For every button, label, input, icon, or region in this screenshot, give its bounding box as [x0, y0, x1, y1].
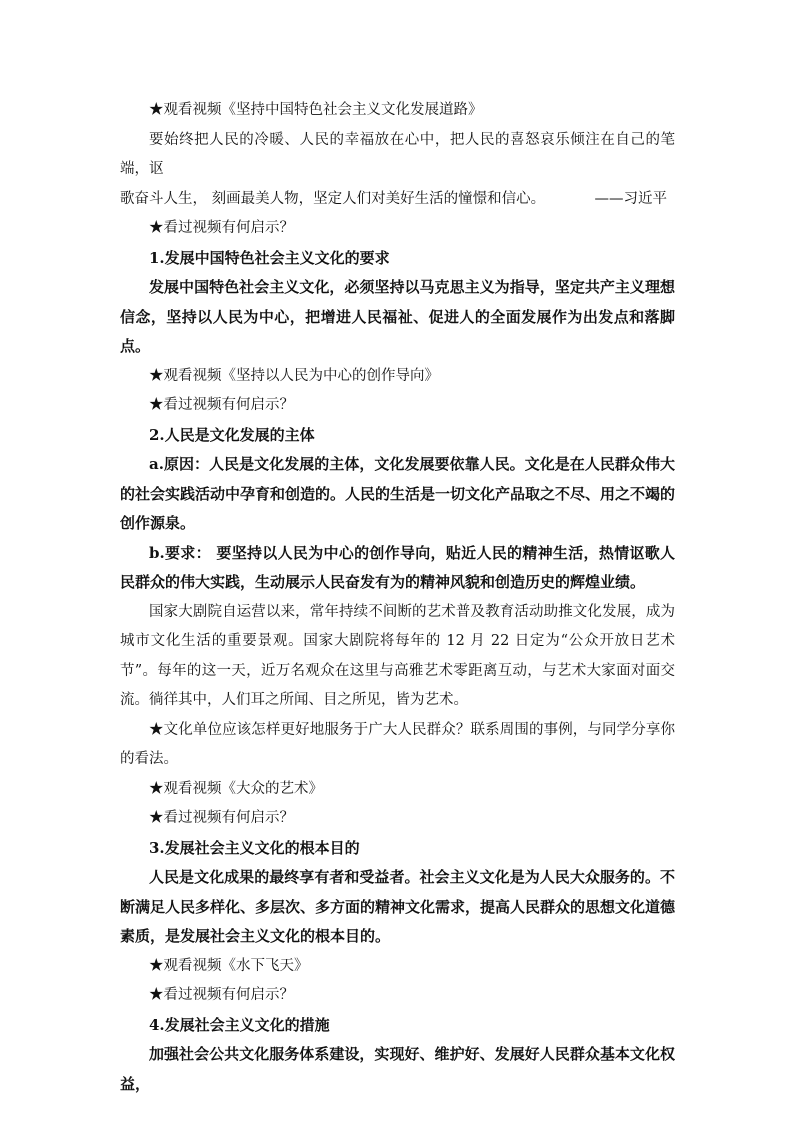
quote-paragraph [120, 126, 675, 215]
section-heading: 1.发展中国特色社会主义文化的要求 [149, 248, 390, 267]
section-heading: 3.发展社会主义文化的根本目的 [149, 838, 360, 857]
section-paragraph: b.要求： 要坚持以人民为中心的创作导向，贴近人民的精神生活，热情讴歌人民群众的伟大实践，生动展示人民奋发有为的精神风貌和创造历史的辉煌业绩。 [120, 543, 675, 591]
question: ★看过视频有何启示？ [149, 987, 294, 1003]
video-prompt: ★观看视频《坚持中国特色社会主义文化发展道路》 [149, 102, 483, 118]
quote-author: ——习近平 [594, 190, 667, 207]
document-body [120, 96, 675, 1099]
quote-line-2: 歌奋斗人生， 刻画最美人物，坚定人们对美好生活的憧憬和信心。 [120, 190, 546, 207]
section-heading: 4.发展社会主义文化的措施 [149, 1015, 330, 1034]
question: ★看过视频有何启示？ [149, 810, 294, 826]
video-prompt: ★观看视频《大众的艺术》 [149, 780, 323, 797]
section-paragraph: 加强社会公共文化服务体系建设，实现好、维护好、发展好人民群众基本文化权益， [120, 1045, 675, 1093]
quote-line-1: 要始终把人民的冷暖、人民的幸福放在心中，把人民的喜怒哀乐倾注在自己的笔端，讴 [120, 131, 675, 177]
video-prompt: ★观看视频《水下飞天》 [149, 957, 309, 974]
case-paragraph: 国家大剧院自运营以来，常年持续不间断的艺术普及教育活动助推文化发展，成为城市文化生活的重要景观。国家大剧院将每年的 12 月 22 日定为“公众开放日艺术节”。每年的这一天，近万名观众在这里与高雅艺术零距离互动，与艺术大家面对面交流。徜徉其中，人们耳之所闻、目之所见，皆为艺术。 [120, 603, 675, 708]
case-question: ★文化单位应该怎样更好地服务于广大人民群众？联系周围的事例，与同学分享你的看法。 [120, 721, 675, 767]
section-paragraph: 发展中国特色社会主义文化，必须坚持以马克思主义为指导，坚定共产主义理想信念，坚持以人民为中心，把增进人民福祉、促进人的全面发展作为出发点和落脚点。 [120, 278, 675, 355]
question: ★看过视频有何启示？ [149, 220, 294, 236]
section-paragraph: a.原因：人民是文化发展的主体，文化发展要依靠人民。文化是在人民群众伟大的社会实践活动中孕育和创造的。人民的生活是一切文化产品取之不尽、用之不竭的创作源泉。 [120, 455, 676, 532]
question: ★看过视频有何启示？ [149, 397, 294, 413]
section-heading: 2.人民是文化发展的主体 [149, 425, 315, 444]
video-prompt: ★观看视频《坚持以人民为中心的创作导向》 [149, 367, 439, 384]
quote-last-line [120, 185, 675, 215]
section-paragraph: 人民是文化成果的最终享有者和受益者。社会主义文化是为人民大众服务的。不断满足人民多样化、多层次、多方面的精神文化需求，提高人民群众的思想文化道德素质，是发展社会主义文化的根本目的。 [120, 868, 676, 945]
